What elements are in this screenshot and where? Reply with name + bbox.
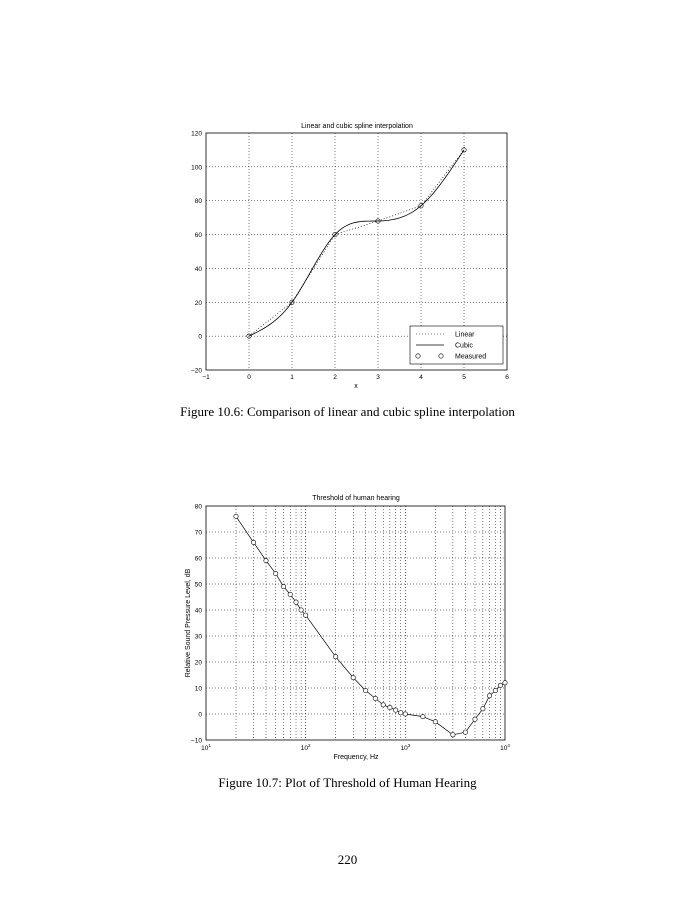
cubic-series-line bbox=[249, 150, 464, 336]
data-point bbox=[498, 683, 502, 687]
y-tick-label: −20 bbox=[190, 367, 202, 375]
y-tick-label: 60 bbox=[194, 232, 202, 240]
data-point bbox=[451, 733, 455, 737]
data-point bbox=[251, 540, 255, 544]
data-point bbox=[481, 707, 485, 711]
data-point bbox=[234, 514, 238, 518]
y-tick-label: 70 bbox=[194, 529, 202, 537]
spline-interpolation-chart bbox=[191, 123, 509, 390]
y-tick-label: −10 bbox=[190, 737, 202, 745]
x-tick-label: −1 bbox=[202, 374, 210, 381]
x-axis-label: Frequency, Hz bbox=[333, 754, 379, 761]
data-point bbox=[503, 681, 507, 685]
data-point bbox=[294, 600, 298, 604]
data-point bbox=[373, 696, 377, 700]
data-point bbox=[288, 592, 292, 596]
y-tick-label: 80 bbox=[194, 503, 202, 511]
data-point bbox=[299, 608, 303, 612]
y-tick-label: 80 bbox=[194, 198, 202, 206]
x-tick-label: 5 bbox=[462, 374, 466, 381]
y-tick-label: 40 bbox=[194, 607, 202, 615]
data-series bbox=[247, 148, 466, 339]
y-tick-label: 20 bbox=[194, 659, 202, 667]
y-tick-label: 0 bbox=[198, 333, 202, 341]
threshold-series-line bbox=[236, 516, 505, 734]
data-point bbox=[399, 711, 403, 715]
data-point bbox=[463, 730, 467, 734]
legend-cubic-label: Cubic bbox=[455, 342, 473, 350]
data-point bbox=[351, 675, 355, 679]
y-tick-label: 100 bbox=[191, 164, 202, 172]
tick-labels bbox=[191, 504, 510, 753]
data-point bbox=[393, 708, 397, 712]
x-tick-label: 6 bbox=[505, 374, 509, 381]
data-point bbox=[281, 584, 285, 588]
y-axis-label: Relative Sound Pressure Level, dB bbox=[185, 568, 192, 678]
x-tick-label: 0 bbox=[247, 374, 251, 381]
x-tick-label: $10^2$ bbox=[300, 743, 311, 752]
x-tick-label: 3 bbox=[376, 374, 380, 381]
data-point bbox=[273, 571, 277, 575]
y-tick-label: 60 bbox=[194, 555, 202, 563]
y-tick-label: 30 bbox=[194, 633, 202, 641]
data-point bbox=[381, 703, 385, 707]
chart-title: Linear and cubic spline interpolation bbox=[301, 123, 413, 130]
legend-linear-label: Linear bbox=[455, 331, 475, 339]
data-point bbox=[333, 655, 337, 659]
data-point bbox=[363, 688, 367, 692]
data-point bbox=[433, 720, 437, 724]
x-axis-label: x bbox=[354, 383, 358, 390]
hearing-threshold-chart bbox=[185, 495, 510, 761]
figure-caption: Figure 10.7: Plot of Threshold of Human Hearing bbox=[218, 775, 477, 790]
data-point bbox=[421, 714, 425, 718]
data-series bbox=[234, 514, 507, 737]
chart-title: Threshold of human hearing bbox=[312, 495, 400, 502]
y-tick-label: 50 bbox=[194, 581, 202, 589]
plot-frame bbox=[206, 506, 505, 740]
grid bbox=[206, 506, 505, 740]
x-tick-label: $10^1$ bbox=[201, 743, 211, 752]
data-point bbox=[388, 705, 392, 709]
legend-measured-label: Measured bbox=[455, 353, 487, 361]
data-point bbox=[487, 694, 491, 698]
y-tick-label: 20 bbox=[194, 299, 202, 307]
data-point bbox=[264, 558, 268, 562]
data-point bbox=[403, 712, 407, 716]
data-point bbox=[493, 688, 497, 692]
x-tick-label: 1 bbox=[290, 374, 294, 381]
data-point bbox=[473, 717, 477, 721]
x-tick-label: $10^3$ bbox=[400, 743, 411, 752]
y-tick-label: 0 bbox=[198, 711, 202, 719]
data-point bbox=[303, 613, 307, 617]
x-tick-label: 4 bbox=[419, 374, 423, 381]
figure-caption: Figure 10.6: Comparison of linear and cubic spline interpolation bbox=[180, 404, 515, 419]
y-tick-label: 10 bbox=[194, 685, 202, 693]
page-number: 220 bbox=[337, 852, 358, 867]
x-tick-label: 2 bbox=[333, 374, 337, 381]
y-tick-label: 40 bbox=[194, 265, 202, 273]
x-tick-label: $10^4$ bbox=[500, 743, 510, 752]
y-tick-label: 120 bbox=[191, 130, 202, 138]
linear-series-line bbox=[249, 150, 464, 336]
legend bbox=[410, 326, 503, 364]
